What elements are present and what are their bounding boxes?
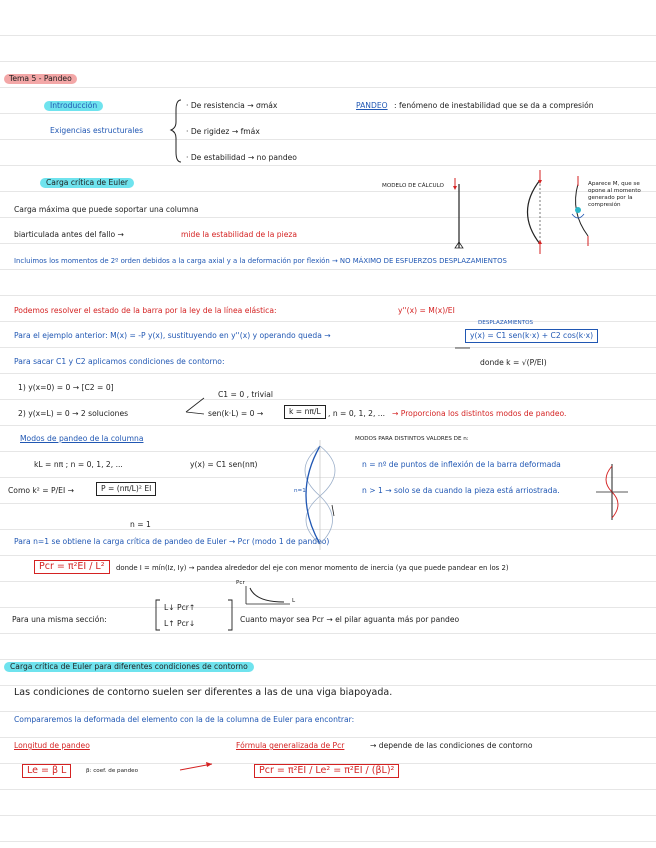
text-line: Compararemos la deformada del elemento con la de la columna de Euler para encontrar: (14, 715, 355, 724)
pandeo-term: PANDEO (356, 101, 388, 110)
cuanto-mayor: Cuanto mayor sea Pcr → el pilar aguanta más por pandeo (240, 615, 460, 624)
text-line: Carga máxima que puede soportar una columna (14, 205, 199, 214)
text-line: Para el ejemplo anterior: M(x) = -P y(x), sustituyendo en y''(x) y operando queda → (14, 331, 331, 340)
n-description: n = nº de puntos de inflexión de la barra deformada (362, 460, 561, 469)
pandeo-definition: : fenómeno de inestabilidad que se da a compresión (394, 101, 594, 110)
topic-title: Tema 5 - Pandeo (4, 74, 77, 84)
text-line: Podemos resolver el estado de la barra por la ley de la línea elástica: (14, 306, 277, 315)
donde-k: donde k = √(P/EI) (480, 358, 547, 367)
pcr-vs-l-graph-icon (246, 586, 290, 604)
bracket-icon (156, 600, 160, 630)
p-box: P = (nπ/L)² EI (96, 482, 156, 496)
n-gt1-note: n > 1 → solo se da cuando la pieza está arriostrada. (362, 486, 560, 495)
formula-title: Fórmula generalizada de Pcr (236, 741, 345, 750)
pcr-box: Pcr = π²EI / L² (34, 560, 110, 574)
condition-1: 1) y(x=0) = 0 → [C2 = 0] (18, 383, 114, 392)
l-up: L↓ Pcr↑ (164, 603, 196, 612)
text-line: Las condiciones de contorno suelen ser diferentes a las de una viga biapoyada. (14, 687, 393, 698)
condition-2-sen: sen(k·L) = 0 → (208, 409, 264, 418)
text-line-highlight: mide la estabilidad de la pieza (181, 230, 298, 239)
k-box: k = nπ/L (284, 405, 326, 419)
beta-label: β: coef. de pandeo (86, 768, 138, 774)
arrowhead-icon (206, 762, 212, 767)
n-equals-1: n = 1 (130, 520, 151, 529)
text-line: Incluimos los momentos de 2º orden debidos a la carga axial y a la deformación por flexión → NO MÁXIMO DE ESFUERZOS DESPLAZAMIENTOS (14, 257, 507, 265)
exigencia-item: · De resistencia → σmáx (186, 101, 278, 110)
solution-box: y(x) = C1 sen(k·x) + C2 cos(k·x) (465, 329, 598, 343)
n1-label: n=1 (294, 488, 306, 494)
condition-2-trivial: C1 = 0 , trivial (218, 390, 273, 399)
longitud-title: Longitud de pandeo (14, 741, 90, 750)
text-line: Para sacar C1 y C2 aplicamos condiciones de contorno: (14, 357, 225, 366)
donde-i: donde I = mín(Iz, Iy) → pandea alrededor del eje con menor momento de inercia (ya que puede pandear en los 2) (116, 564, 509, 572)
pcr-axis-label: Pcr (236, 580, 245, 586)
diagram-label: MODELO DE CÁLCULO (382, 183, 444, 189)
moment-column-icon (572, 176, 588, 246)
como-k: Como k² = P/EI → (8, 486, 74, 495)
modes-equation: kL = nπ ; n = 0, 1, 2, ... (34, 460, 123, 469)
braced-column-icon (596, 464, 628, 520)
brace-icon (171, 100, 181, 162)
deformed-column-icon (528, 170, 543, 254)
formula-box: Pcr = π²EI / Le² = π²EI / (βL)² (254, 764, 399, 778)
bracket-icon (228, 600, 232, 630)
modos-text: → Proporciona los distintos modos de pandeo. (392, 409, 567, 418)
diagram-note: Aparece M, que se opone al momento generado por la compresión (588, 181, 641, 208)
exigencia-item: · De estabilidad → no pandeo (186, 153, 297, 162)
buckling-modes-icon (305, 440, 335, 550)
modes-y-equation: y(x) = C1 sen(nπ) (190, 460, 258, 469)
longitud-box: Le = β L (22, 764, 71, 778)
l-down: L↑ Pcr↓ (164, 619, 196, 628)
condition-2: 2) y(x=L) = 0 → 2 soluciones (18, 409, 129, 418)
column-model-icon (453, 178, 463, 248)
formula-desc: → depende de las condiciones de contorno (370, 741, 533, 750)
exigencias-label: Exigencias estructurales (50, 126, 144, 135)
text-line: biarticulada antes del fallo → (14, 230, 124, 239)
section-title-condiciones: Carga crítica de Euler para diferentes condiciones de contorno (4, 662, 254, 672)
elastica-equation: y''(x) = M(x)/EI (398, 306, 455, 315)
exigencia-item: · De rigidez → fmáx (186, 127, 260, 136)
condition-2-n: , n = 0, 1, 2, ... (328, 409, 386, 418)
modes-label: MODOS PARA DISTINTOS VALORES DE n: (355, 436, 469, 442)
section-title-carga-critica: Carga crítica de Euler (40, 178, 134, 188)
section-title-introduccion: Introducción (44, 101, 103, 111)
section-title-modos: Modos de pandeo de la columna (20, 434, 144, 443)
text-line: Para n=1 se obtiene la carga crítica de pandeo de Euler → Pcr (modo 1 de pandeo) (14, 537, 330, 546)
misma-seccion: Para una misma sección: (12, 615, 107, 624)
branch-icon (186, 398, 204, 414)
desplazamientos-label: DESPLAZAMIENTOS (478, 320, 534, 326)
l-axis-label: L (292, 598, 296, 604)
